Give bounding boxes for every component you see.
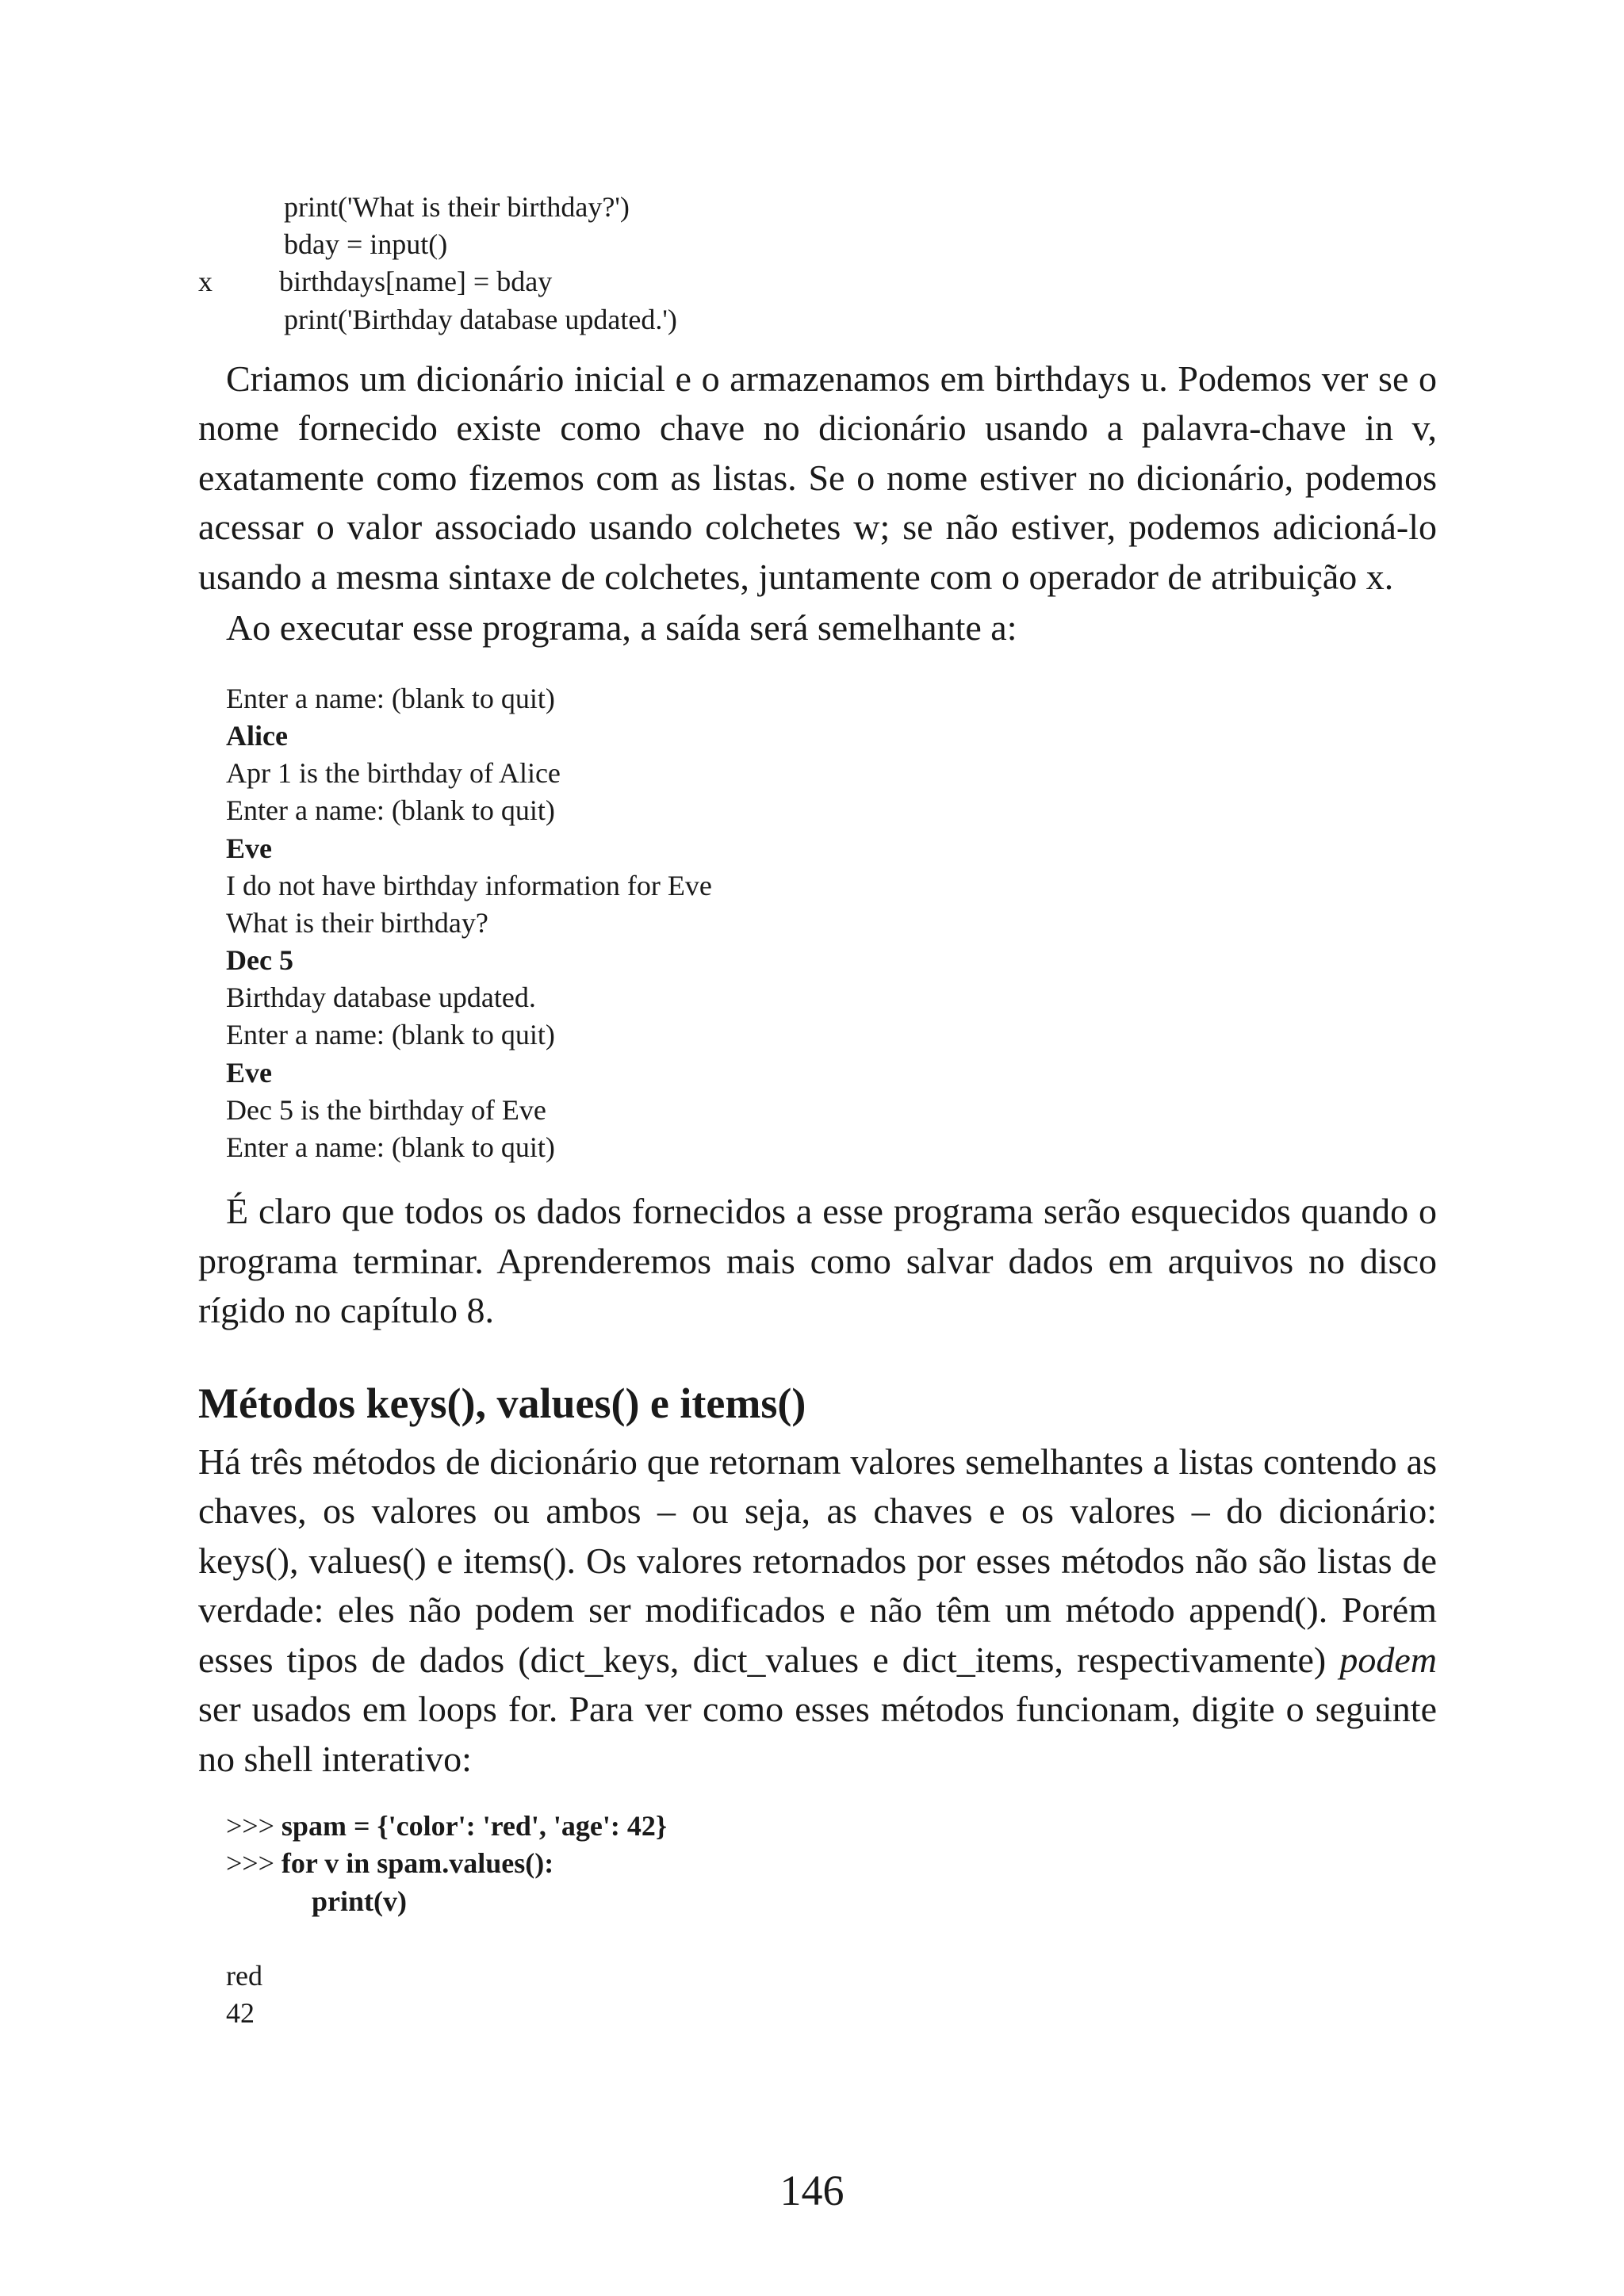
output-user-input: Eve bbox=[226, 1056, 272, 1089]
paragraph-data-forgotten: É claro que todos os dados fornecidos a esse programa serão esquecidos quando o programa terminar. Aprenderemos mais como salvar dados em arquivos no disco rígido no capítulo 8. bbox=[198, 1191, 1437, 1331]
shell-command: for v in spam.values(): bbox=[281, 1847, 554, 1880]
code-line-text: birthdays[name] = bday bbox=[279, 266, 553, 298]
code-line-marked bbox=[198, 263, 1437, 300]
output-line: Birthday database updated. bbox=[226, 982, 536, 1014]
paragraph-methods-intro bbox=[198, 1437, 1437, 1785]
code-block-top bbox=[198, 189, 1437, 339]
paragraph-output-intro: Ao executar esse programa, a saída será semelhante a: bbox=[226, 607, 1017, 649]
output-line: Apr 1 is the birthday of Alice bbox=[226, 757, 561, 790]
output-line: Dec 5 is the birthday of Eve bbox=[226, 1093, 546, 1126]
page-number: 146 bbox=[779, 2167, 845, 2214]
output-user-input: Alice bbox=[226, 719, 288, 752]
output-line: Enter a name: (blank to quit) bbox=[226, 1019, 555, 1051]
output-user-input: Dec 5 bbox=[226, 944, 293, 977]
blank-line bbox=[226, 1920, 1437, 1957]
shell-output: red bbox=[226, 1959, 262, 1992]
section-heading: Métodos keys(), values() e items() bbox=[198, 1379, 806, 1427]
shell-command: spam = {'color': 'red', 'age': 42} bbox=[281, 1810, 668, 1843]
shell-command: print(v) bbox=[312, 1885, 407, 1917]
output-line: Enter a name: (blank to quit) bbox=[226, 1131, 555, 1163]
shell-line bbox=[226, 1845, 1437, 1882]
code-marker: x bbox=[198, 266, 213, 298]
shell-line bbox=[226, 1808, 1437, 1845]
page-content bbox=[198, 189, 1437, 2032]
shell-prompt: >>> bbox=[226, 1810, 282, 1843]
code-line: print('Birthday database updated.') bbox=[284, 303, 677, 335]
output-user-input: Eve bbox=[226, 832, 272, 864]
code-line: print('What is their birthday?') bbox=[284, 191, 630, 223]
output-line: What is their birthday? bbox=[226, 906, 488, 939]
output-line: Enter a name: (blank to quit) bbox=[226, 794, 555, 827]
code-line: bday = input() bbox=[284, 228, 448, 261]
emphasis-text: podem bbox=[1339, 1639, 1437, 1680]
paragraph-text: ser usados em loops for. Para ver como esses métodos funcionam, digite o seguinte no shell interativo: bbox=[198, 1689, 1437, 1779]
paragraph-text: Há três métodos de dicionário que retornam valores semelhantes a listas contendo as chaves, os valores ou ambos – ou seja, as chaves e os valores – do dicionário: keys(), values() e items(). Os valores retornados por esses métodos não são listas de verdade: eles não podem ser modificados e não têm um método append(). Porém esses tipos de dados (dict_keys, dict_values e dict_items, respectivamente) bbox=[198, 1441, 1437, 1680]
paragraph-birthdays-explanation: Criamos um dicionário inicial e o armazenamos em birthdays u. Podemos ver se o nome fornecido existe como chave no dicionário usando a palavra-chave in v, exatamente como fizemos com as listas. Se o nome estiver no dicionário, podemos acessar o valor associado usando colchetes w; se não estiver, podemos adicioná-lo usando a mesma sintaxe de colchetes, juntamente com o operador de atribuição x. bbox=[198, 358, 1437, 597]
shell-prompt: >>> bbox=[226, 1847, 282, 1880]
output-line: I do not have birthday information for Eve bbox=[226, 869, 712, 901]
output-line: Enter a name: (blank to quit) bbox=[226, 682, 555, 714]
shell-output: 42 bbox=[226, 1997, 255, 2030]
program-output-block bbox=[198, 680, 1437, 1166]
shell-example-block bbox=[198, 1808, 1437, 2032]
